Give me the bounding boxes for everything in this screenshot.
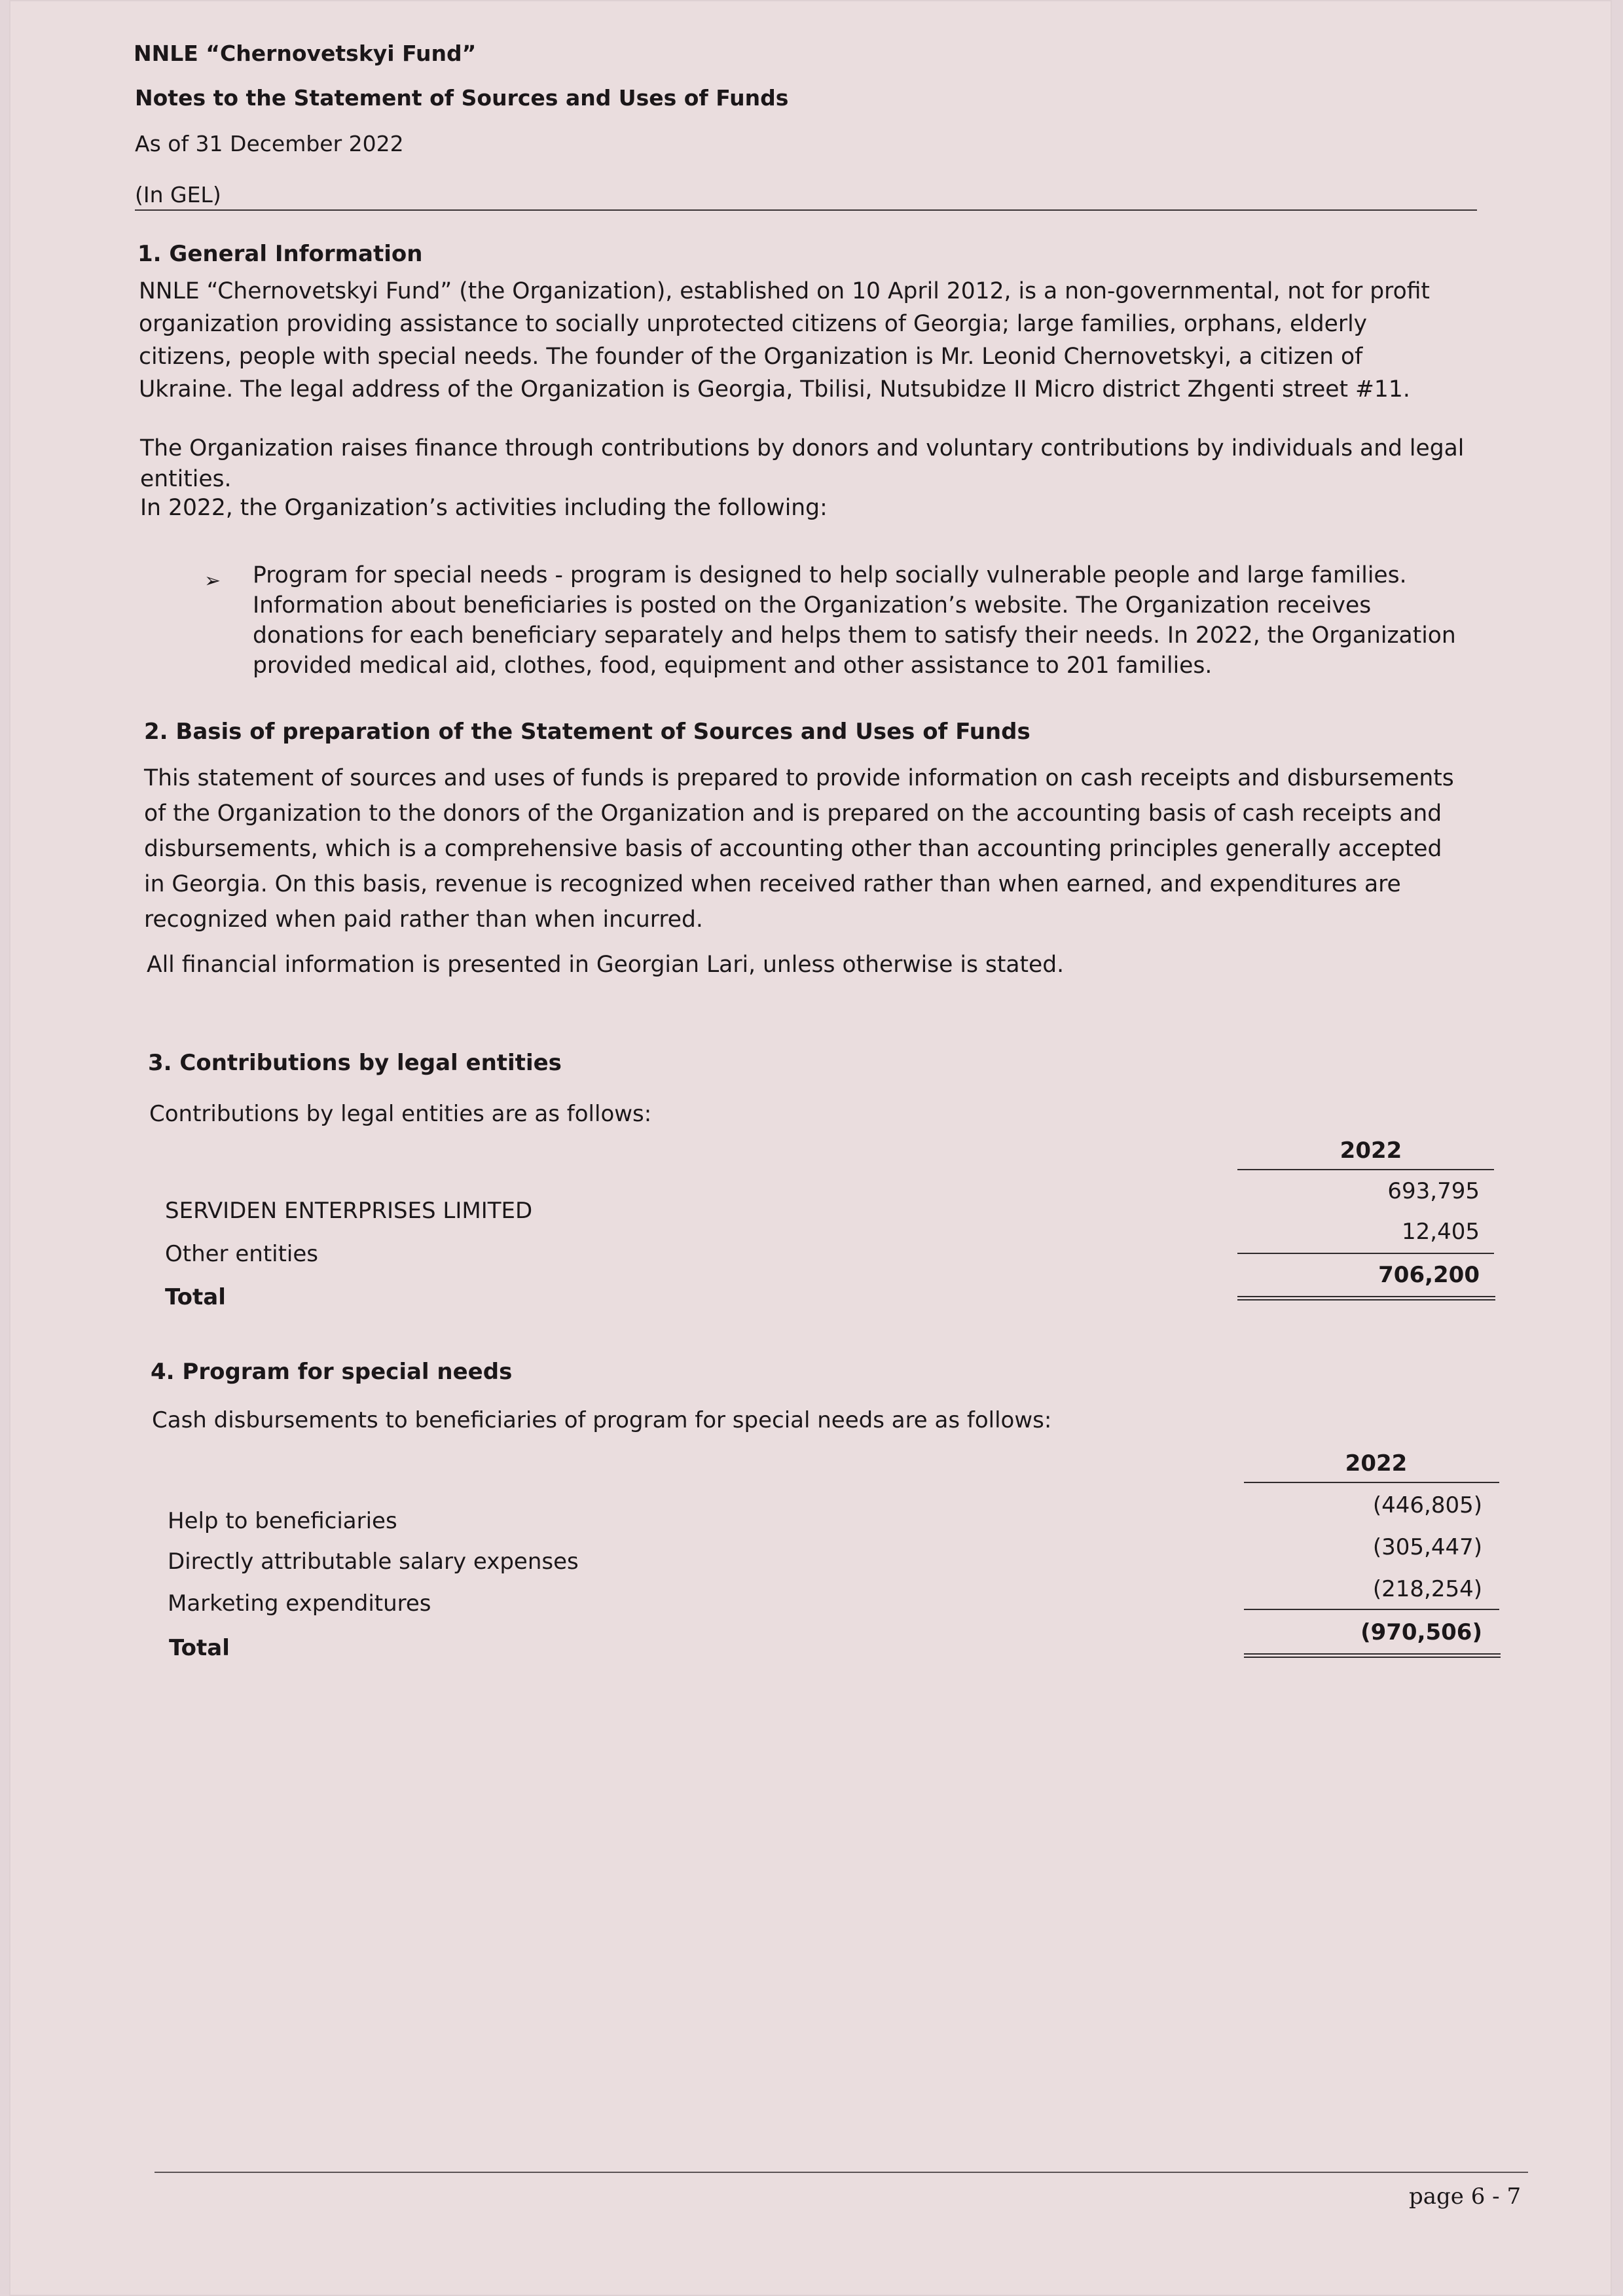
section-4-heading: 4. Program for special needs [151, 1359, 513, 1385]
section-4-intro: Cash disbursements to beneficiaries of program for special needs are as follows: [152, 1407, 1052, 1433]
text-line: disbursements, which is a comprehensive basis of accounting other than accounting principles generally accepted [144, 836, 1442, 862]
section-4-total-value: (970,506) [1360, 1619, 1482, 1645]
text-line: organization providing assistance to socially unprotected citizens of Georgia; large families, orphans, elderly [139, 311, 1368, 337]
section-4-year-header: 2022 [1345, 1450, 1408, 1477]
text-line: The Organization raises finance through contributions by donors and voluntary contributions by individuals and legal [140, 435, 1465, 461]
section-3-heading: 3. Contributions by legal entities [148, 1050, 562, 1076]
document-page [9, 0, 1612, 2296]
section-4-row-value: (446,805) [1372, 1492, 1482, 1518]
header-rule [135, 209, 1477, 211]
section-3-year-header: 2022 [1340, 1138, 1402, 1164]
document-title: Notes to the Statement of Sources and Uses of Funds [135, 85, 789, 111]
section-1-paragraph-2 [140, 432, 1482, 522]
section-3-header-underline [1237, 1169, 1494, 1170]
section-4-row-value: (218,254) [1372, 1576, 1482, 1602]
text-line: This statement of sources and uses of funds is prepared to provide information on cash receipts and disbursements [144, 765, 1454, 791]
section-4-row-value: (305,447) [1372, 1534, 1482, 1560]
section-4-header-underline [1244, 1482, 1499, 1483]
text-line: Ukraine. The legal address of the Organization is Georgia, Tbilisi, Nutsubidze II Micro district Zhgenti street #11. [139, 376, 1410, 403]
text-line: In 2022, the Organization’s activities including the following: [140, 495, 828, 521]
section-1-paragraph-1 [139, 275, 1478, 406]
section-4-row-label: Directly attributable salary expenses [168, 1549, 579, 1575]
footer-rule [155, 2172, 1528, 2173]
page-number: page 6 - 7 [1409, 2183, 1522, 2210]
section-4-total-label: Total [169, 1635, 230, 1661]
text-line: in Georgia. On this basis, revenue is recognized when received rather than when earned, and expenditures are [144, 871, 1401, 897]
currency-note: (In GEL) [135, 182, 221, 207]
section-2-paragraph-2: All financial information is presented in Georgian Lari, unless otherwise is stated. [147, 952, 1065, 978]
org-name: NNLE “Chernovetskyi Fund” [134, 41, 477, 66]
text-line: of the Organization to the donors of the Organization and is prepared on the accounting basis of cash receipts and [144, 800, 1442, 827]
text-line: provided medical aid, clothes, food, equipment and other assistance to 201 families. [253, 653, 1213, 679]
report-date: As of 31 December 2022 [135, 131, 404, 156]
section-4-row-label: Help to beneficiaries [168, 1508, 397, 1534]
section-4-total-double-rule [1244, 1653, 1501, 1658]
text-line: donations for each beneficiary separately and helps them to satisfy their needs. In 2022, the Organization [253, 622, 1456, 649]
section-3-intro: Contributions by legal entities are as follows: [149, 1101, 652, 1127]
text-line: Information about beneficiaries is posted on the Organization’s website. The Organization receives [253, 592, 1372, 619]
section-3-total-label: Total [165, 1284, 226, 1310]
section-1-bullet-text [253, 560, 1489, 681]
section-3-total-value: 706,200 [1378, 1262, 1480, 1288]
text-line: citizens, people with special needs. The founder of the Organization is Mr. Leonid Chernovetskyi, a citizen of [139, 344, 1363, 370]
section-3-subtotal-rule [1237, 1253, 1494, 1254]
section-3-row-label: SERVIDEN ENTERPRISES LIMITED [165, 1198, 533, 1224]
section-4-subtotal-rule [1244, 1609, 1499, 1610]
arrow-bullet-icon: ➢ [204, 569, 221, 592]
section-4-row-label: Marketing expenditures [168, 1590, 431, 1617]
section-3-total-double-rule [1237, 1296, 1495, 1300]
text-line: Program for special needs - program is designed to help socially vulnerable people and large families. [253, 562, 1407, 588]
section-2-heading: 2. Basis of preparation of the Statement of Sources and Uses of Funds [144, 719, 1030, 745]
text-line: recognized when paid rather than when incurred. [144, 906, 703, 933]
text-line: entities. [140, 466, 232, 492]
section-2-paragraph-1 [144, 761, 1487, 937]
section-3-row-value: 693,795 [1387, 1178, 1480, 1204]
text-line: NNLE “Chernovetskyi Fund” (the Organization), established on 10 April 2012, is a non-governmental, not for profit [139, 278, 1430, 304]
section-1-heading: 1. General Information [137, 241, 423, 267]
section-3-row-value: 12,405 [1402, 1219, 1480, 1245]
section-3-row-label: Other entities [165, 1241, 318, 1267]
